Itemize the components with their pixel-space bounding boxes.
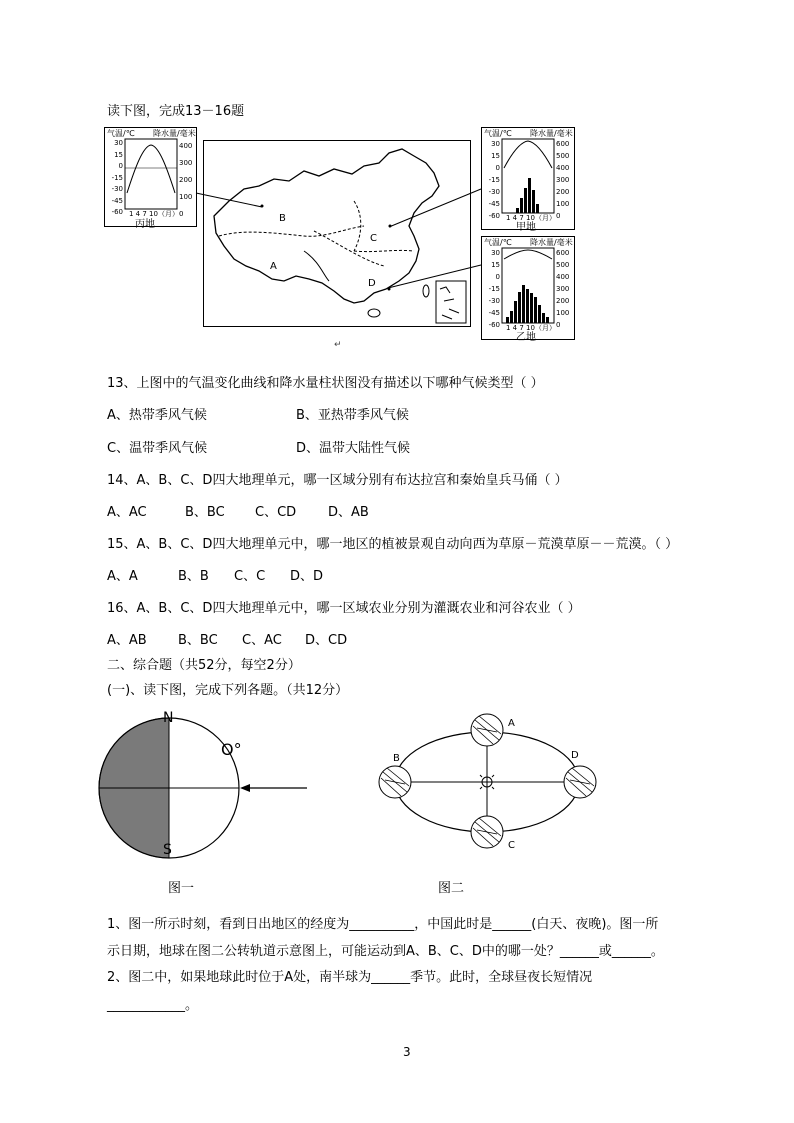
- q16-option-a: A、AB: [107, 633, 147, 648]
- orbit-label-a: A: [508, 718, 515, 729]
- q16-option-c: C、AC: [242, 633, 282, 648]
- q15-option-b: B、B: [178, 569, 209, 584]
- orbit-label-d: D: [571, 750, 579, 761]
- intro-text: 读下图，完成13－16题: [107, 104, 245, 119]
- bing-temp-ticks: 30 15 0 -15 -30 -45 -60: [111, 139, 123, 216]
- region-label-a: A: [270, 261, 277, 272]
- paragraph-mark: ↵: [334, 340, 342, 350]
- figure-1-caption: 图一: [168, 881, 195, 896]
- yi-temp-ticks: 30 15 0 -15 -30 -45 -60: [488, 249, 500, 329]
- climate-chart-yi: 气温/℃ 降水量/毫米 30 15 0 -15 -30 -45 -60 600 500 400 300 200 100 0 1 4 7 10（月） 乙地: [481, 236, 575, 340]
- climate-chart-bing: 气温/℃ 降水量/毫米 30 15 0 -15 -30 -45 -60 400 300 200 100 0 1 4 7 10（月） 丙地: [104, 127, 197, 227]
- q14-option-c: C、CD: [255, 505, 297, 520]
- q16-stem: 16、A、B、C、D四大地理单元中，哪一区域农业分别为灌溉农业和河谷农业（ ）: [107, 601, 581, 616]
- subquestion-2-line-1: 2、图二中，如果地球此时位于A处，南半球为______季节。此时，全球昼夜长短情况: [107, 970, 593, 985]
- jia-temp-ticks: 30 15 0 -15 -30 -45 -60: [488, 140, 500, 220]
- zero-degree-label: O°: [221, 740, 242, 759]
- orbit-label-b: B: [393, 753, 400, 764]
- chart-name-jia: 甲地: [516, 222, 536, 233]
- q14-stem: 14、A、B、C、D四大地理单元，哪一区域分别有布达拉宫和秦始皇兵马俑（ ）: [107, 473, 568, 488]
- south-label: S: [163, 842, 172, 858]
- subquestion-2-line-2: ____________。: [107, 998, 199, 1013]
- q13-stem: 13、上图中的气温变化曲线和降水量柱状图没有描述以下哪种气候类型（ ）: [107, 376, 544, 391]
- q14-option-b: B、BC: [185, 505, 225, 520]
- q15-option-c: C、C: [234, 569, 266, 584]
- jia-precip-ticks: 600 500 400 300 200 100 0: [556, 140, 570, 220]
- yi-precip-ticks: 600 500 400 300 200 100 0: [556, 249, 570, 329]
- q15-option-a: A、A: [107, 569, 138, 584]
- page-number: 3: [403, 1045, 411, 1059]
- q14-option-d: D、AB: [328, 505, 369, 520]
- q16-option-d: D、CD: [305, 633, 348, 648]
- orbit-label-c: C: [508, 840, 515, 851]
- climate-chart-jia: 气温/℃ 降水量/毫米 30 15 0 -15 -30 -45 -60 600 500 400 300 200 100 0 1 4 7 10（月） 甲地: [481, 127, 575, 230]
- q13-option-b: B、亚热带季风气候: [296, 408, 409, 423]
- region-label-c: C: [370, 233, 377, 244]
- q13-option-d: D、温带大陆性气候: [296, 441, 411, 456]
- bing-precip-ticks: 400 300 200 100 0: [179, 142, 193, 218]
- figure-1-drawing: [90, 710, 320, 865]
- q14-option-a: A、AC: [107, 505, 147, 520]
- region-label-d: D: [368, 278, 376, 289]
- q16-option-b: B、BC: [178, 633, 218, 648]
- part-1-heading: (一)、读下图，完成下列各题。（共12分）: [107, 683, 349, 698]
- region-label-b: B: [279, 213, 286, 224]
- figure-2-caption: 图二: [438, 881, 465, 896]
- chart-name-bing: 丙地: [135, 219, 155, 230]
- figure-1: [90, 710, 320, 865]
- q15-stem: 15、A、B、C、D四大地理单元中，哪一地区的植被景观自动向西为草原－荒漠草原－－荒漠。（ ）: [107, 537, 679, 552]
- subquestion-1-line-1: 1、图一所示时刻，看到日出地区的经度为__________，中国此时是______(白天、夜晚)。图一所: [107, 917, 659, 932]
- north-label: N: [163, 710, 174, 726]
- q15-option-d: D、D: [290, 569, 324, 584]
- q13-option-a: A、热带季风气候: [107, 408, 207, 423]
- figure-2: [375, 710, 605, 860]
- chart-name-yi: 乙地: [516, 332, 536, 343]
- subquestion-1-line-2: 示日期，地球在图二公转轨道示意图上，可能运动到A、B、C、D中的哪一处？______或______。: [107, 944, 664, 959]
- section-2-heading: 二、综合题（共52分，每空2分）: [107, 658, 301, 673]
- figure-2-drawing: [375, 710, 605, 860]
- q13-option-c: C、温带季风气候: [107, 441, 208, 456]
